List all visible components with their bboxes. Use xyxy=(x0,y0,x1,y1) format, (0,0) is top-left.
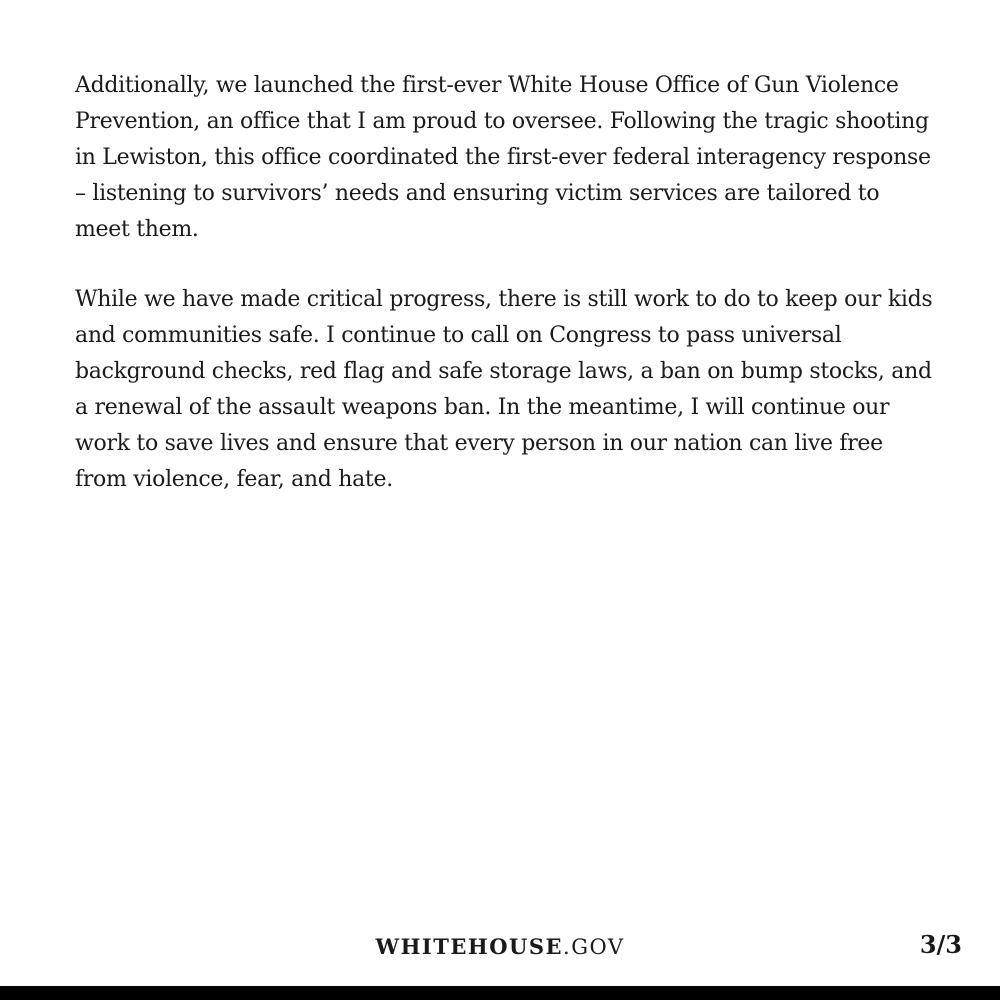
statement-body xyxy=(75,68,935,532)
brand-main: WHITEHOUSE xyxy=(375,934,564,959)
bottom-bar xyxy=(0,986,1000,1000)
brand-suffix: .GOV xyxy=(563,935,625,959)
whitehouse-gov-wordmark xyxy=(0,934,1000,959)
paragraph-1: Additionally, we launched the first-ever White House Office of Gun Violence Prevention, an office that I am proud to oversee. Following the tragic shooting in Lewiston, this office coordinated the first-ever federal interagency response – listening to survivors’ needs and ensuring victim services are tailored to meet them. xyxy=(75,73,931,242)
page-counter: 3/3 xyxy=(919,930,962,959)
paragraph-2: While we have made critical progress, there is still work to do to keep our kids and communities safe. I continue to call on Congress to pass universal background checks, red flag and safe storage laws, a ban on bump stocks, and a renewal of the assault weapons ban. In the meantime, I will continue our work to save lives and ensure that every person in our nation can live free from violence, fear, and hate. xyxy=(75,287,933,492)
